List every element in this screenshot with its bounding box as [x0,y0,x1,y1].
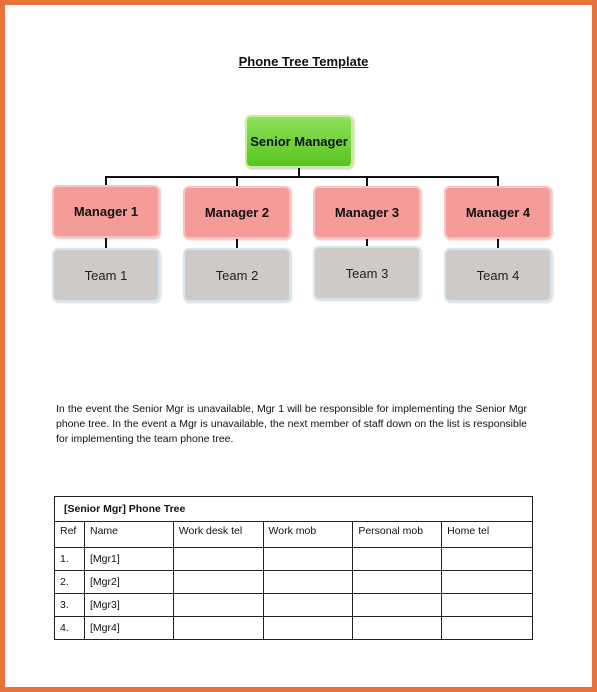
cell-ref: 3. [55,594,85,617]
manager-box-4: Manager 4 [444,186,552,239]
table-caption: [Senior Mgr] Phone Tree [55,497,533,522]
cell-home-tel[interactable] [442,571,533,594]
column-header-work-desk-tel: Work desk tel [173,522,263,548]
table-row [55,617,533,640]
cell-work-desk-tel[interactable] [173,548,263,571]
connector-horizontal [105,176,499,178]
cell-personal-mob[interactable] [353,548,442,571]
column-header-personal-mob: Personal mob [353,522,442,548]
cell-name: [Mgr3] [84,594,173,617]
cell-home-tel[interactable] [442,594,533,617]
team-box-3: Team 3 [313,246,421,300]
cell-work-desk-tel[interactable] [173,594,263,617]
senior-manager-box: Senior Manager [245,115,353,168]
cell-ref: 2. [55,571,85,594]
manager-box-1: Manager 1 [52,185,160,238]
cell-home-tel[interactable] [442,548,533,571]
cell-name: [Mgr1] [84,548,173,571]
cell-personal-mob[interactable] [353,594,442,617]
page-title: Phone Tree Template [238,54,369,69]
cell-ref: 4. [55,617,85,640]
connector-manager-4 [497,176,499,186]
column-header-name: Name [84,522,173,548]
manager-box-3: Manager 3 [313,186,421,239]
table-row [55,594,533,617]
cell-name: [Mgr2] [84,571,173,594]
cell-name: [Mgr4] [84,617,173,640]
cell-personal-mob[interactable] [353,617,442,640]
team-box-1: Team 1 [52,248,160,302]
cell-work-mob[interactable] [263,571,353,594]
cell-work-desk-tel[interactable] [173,571,263,594]
cell-work-desk-tel[interactable] [173,617,263,640]
column-header-home-tel: Home tel [442,522,533,548]
team-box-2: Team 2 [183,248,291,302]
cell-work-mob[interactable] [263,548,353,571]
connector-manager-2 [236,176,238,186]
table-row [55,548,533,571]
column-header-work-mob: Work mob [263,522,353,548]
table-header-row [55,522,533,548]
cell-personal-mob[interactable] [353,571,442,594]
manager-box-2: Manager 2 [183,186,291,239]
cell-home-tel[interactable] [442,617,533,640]
phone-tree-table [54,496,533,640]
cell-work-mob[interactable] [263,617,353,640]
cell-work-mob[interactable] [263,594,353,617]
instructions-paragraph: In the event the Senior Mgr is unavailable, Mgr 1 will be responsible for implementing the Senior Mgr phone tree. In the event a Mgr is unavailable, the next member of staff down on the list is responsible for implementing the team phone tree. [56,403,527,445]
cell-ref: 1. [55,548,85,571]
connector-manager-3 [366,176,368,186]
team-box-4: Team 4 [444,248,552,302]
table-row [55,571,533,594]
column-header-ref: Ref [55,522,85,548]
